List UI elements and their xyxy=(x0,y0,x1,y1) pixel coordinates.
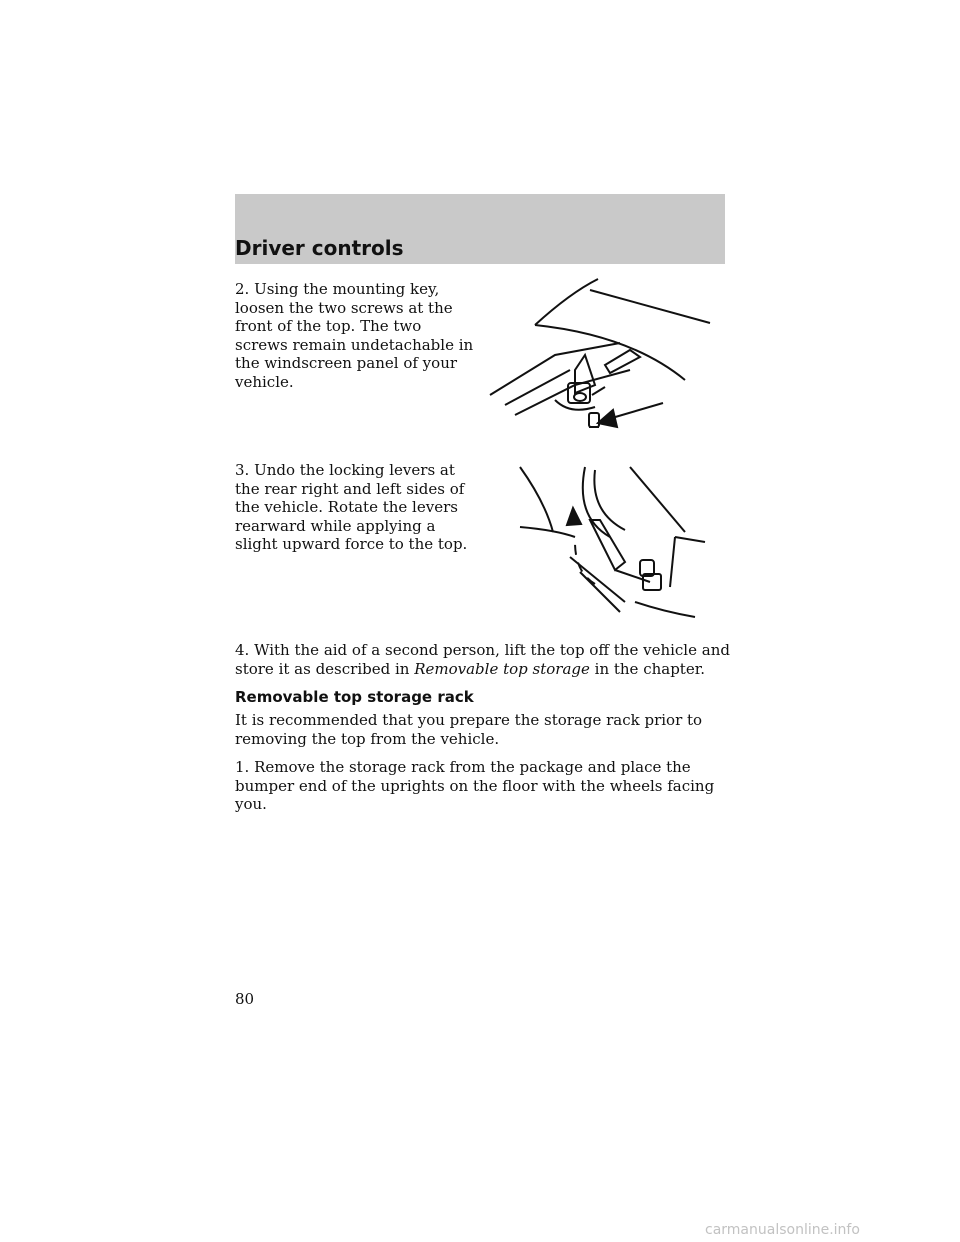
windscreen-screw-illustration-icon xyxy=(480,275,720,445)
section-heading: Removable top storage rack xyxy=(235,688,474,706)
step-4-text-b: in the chapter. xyxy=(589,659,706,678)
page-title: Driver controls xyxy=(235,236,404,260)
step-4-text xyxy=(235,641,735,678)
page-number: 80 xyxy=(235,990,255,1008)
step-2-text: 2. Using the mounting key, loosen the two screws at the front of the top. The two screws remain undetachable in the windscreen panel of your vehicle. xyxy=(235,280,474,391)
watermark: carmanualsonline.info xyxy=(705,1222,860,1238)
locking-lever-illustration-icon xyxy=(515,462,710,622)
section-step-1-text: 1. Remove the storage rack from the package and place the bumper end of the uprights on the floor with the wheels facing you. xyxy=(235,758,715,813)
section-intro-text: It is recommended that you prepare the storage rack prior to removing the top from the vehicle. xyxy=(235,711,703,748)
step-3-text: 3. Undo the locking levers at the rear right and left sides of the vehicle. Rotate the levers rearward while applying a slight upward force to the top. xyxy=(235,461,468,553)
removable-top-storage-ref: Removable top storage xyxy=(414,659,590,678)
step-4-text-a: 4. With the aid of a second person, lift the top off the vehicle and store it as described in xyxy=(235,641,730,678)
